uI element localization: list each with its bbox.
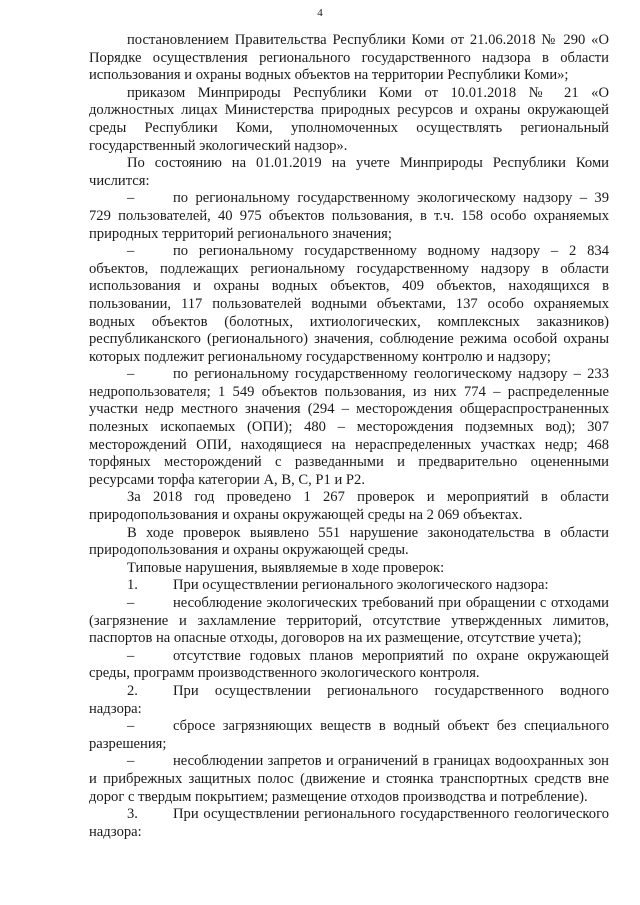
dash-marker: – (127, 595, 135, 611)
paragraph-text: Типовые нарушения, выявляемые в ходе проверок: (127, 559, 445, 576)
paragraph-text: по региональному государственному геологическому надзору – 233 недропользователя; 1 549 объектов пользования, из них 774 – распределенные участки недр местного значения (294 – месторождения общераспространенных полезных ископаемых (ОПИ); 480 – месторождения подземных вод); 307 месторождений ОПИ, находящиеся на нераспределенных участках недр; 468 торфяных месторождений с разведанными и предварительно оцененными ресурсами торфа категории А, В, С, Р1 и Р2. (89, 366, 609, 488)
paragraph-text: При осуществлении регионального экологического надзора: (173, 577, 549, 594)
paragraph-text: По состоянию на 01.01.2019 на учете Минприроды Республики Коми числится: (89, 155, 609, 189)
list-item-dash (89, 190, 609, 243)
dash-marker: – (127, 718, 135, 735)
list-item-dash (89, 753, 609, 806)
paragraph-text: При осуществлении регионального государственного водного надзора: (89, 682, 609, 717)
numbered-item (89, 577, 609, 595)
list-item-dash (89, 243, 609, 366)
dash-marker: – (127, 243, 135, 260)
paragraph (89, 32, 609, 85)
paragraph-text: постановлением Правительства Республики Коми от 21.06.2018 № 290 «О Порядке осуществления регионального государственного надзора в области использования и охраны водных объектов на территории Республики Коми»; (89, 32, 609, 84)
paragraph-text: несоблюдении запретов и ограничений в границах водоохранных зон и прибрежных защитных полос (движение и стоянка транспортных средств вне дорог с твердым покрытием; размещение отходов производства и потребление). (89, 753, 609, 805)
paragraph-text: отсутствие годовых планов мероприятий по охране окружающей среды, программ производственного экологического контроля. (89, 647, 609, 682)
paragraph-text: по региональному государственному водному надзору – 2 834 объектов, подлежащих региональному государственному надзору в области использования и охраны водных объектов, 409 объектов, находящихся в пользовании, 117 пользователей водными объектами, 137 особо охраняемых водных объектов (болотных, ихтиологических, комплексных заказников) республиканского (регионального) значения, соблюдение режима особой охраны которых подлежит региональному государственному контролю и надзору; (89, 243, 609, 365)
number-marker: 2. (127, 682, 138, 699)
dash-marker: – (127, 753, 135, 770)
paragraph-text: За 2018 год проведено 1 267 проверок и мероприятий в области природопользования и охраны окружающей среды на 2 069 объектах. (89, 489, 609, 524)
dash-marker: – (127, 647, 135, 664)
paragraph (89, 560, 609, 578)
paragraph (89, 155, 609, 190)
paragraph (89, 525, 609, 560)
paragraph-text: При осуществлении регионального государственного геологического надзора: (89, 806, 609, 840)
paragraph (89, 85, 609, 155)
paragraph-text: несоблюдение экологических требований при обращении с отходами (загрязнение и захламление территорий, отсутствие утвержденных лимитов, паспортов на опасные отходы, договоров на их размещение, отсутствие учета); (89, 595, 609, 647)
paragraph-text: по региональному государственному экологическому надзору – 39 729 пользователей, 40 975 объектов пользования, в т.ч. 158 особо охраняемых природных территорий регионального значения; (89, 190, 609, 242)
page-number: 4 (317, 7, 323, 19)
number-marker: 3. (127, 806, 138, 823)
document-body (89, 32, 609, 841)
list-item-dash (89, 718, 609, 753)
numbered-item (89, 683, 609, 718)
paragraph-text: приказом Минприроды Республики Коми от 10.01.2018 № 21 «О должностных лицах Министерства природных ресурсов и охраны окружающей среды Республики Коми, уполномоченных осуществлять региональный государственный экологический надзор». (89, 84, 609, 154)
numbered-item (89, 806, 609, 841)
number-marker: 1. (127, 577, 138, 594)
dash-marker: – (127, 190, 135, 207)
list-item-dash (89, 595, 609, 648)
dash-marker: – (127, 366, 135, 383)
list-item-dash (89, 366, 609, 489)
paragraph-text: сбросе загрязняющих веществ в водный объект без специального разрешения; (89, 718, 609, 752)
paragraph-text: В ходе проверок выявлено 551 нарушение законодательства в области природопользования и охраны окружающей среды. (89, 524, 609, 559)
paragraph (89, 489, 609, 524)
list-item-dash (89, 648, 609, 683)
